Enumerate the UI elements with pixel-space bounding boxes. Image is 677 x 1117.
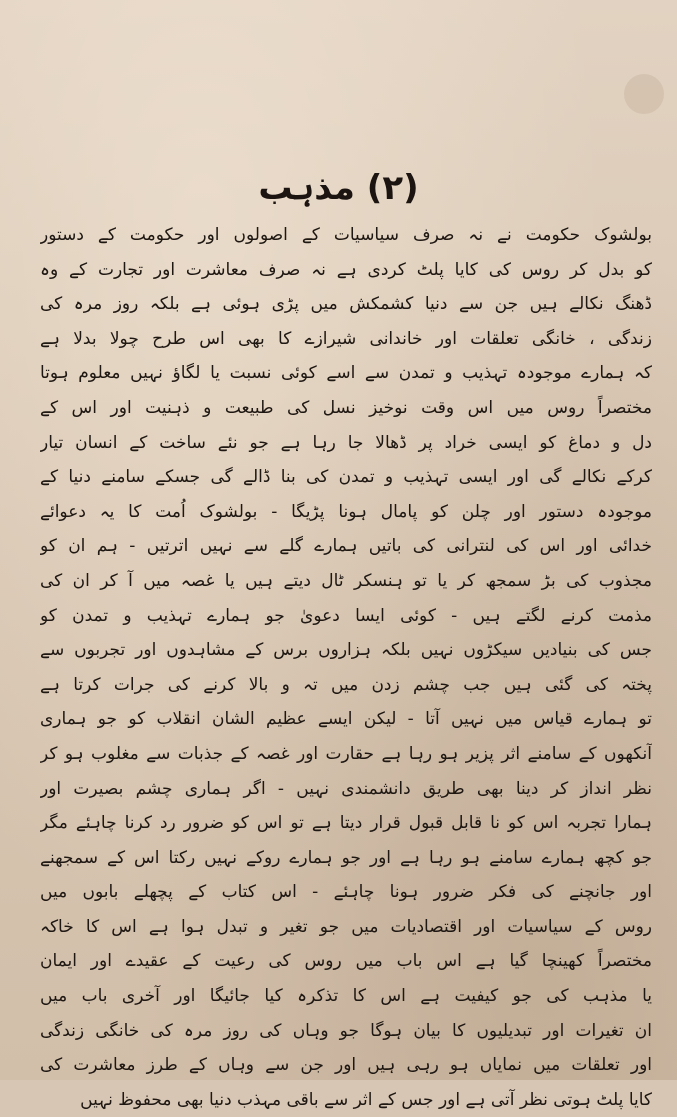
text-line: آنکھوں کے سامنے اثر پزیر ہو رہا ہے حقارت اور غصہ کے جذبات سے مغلوب ہو کر — [40, 743, 652, 764]
text-line: موجودہ دستور اور چلن کو پامال ہونا پڑیگا - بولشوک اُمت کا یہ دعوائے — [40, 501, 652, 522]
text-line: مذمت کرنے لگتے ہیں - کوئی ایسا دعویٰ جو ہمارے تہذیب و تمدن کو — [40, 605, 652, 626]
text-line: ان تغیرات اور تبدیلیوں کا بیان ہوگا جو وہاں کی روز مرہ کی خانگی زندگی — [40, 1020, 652, 1041]
text-line: اور جانچنے کی فکر ضرور ہونا چاہئے - اس کتاب کے پچھلے بابوں میں — [40, 882, 652, 903]
text-line: کایا پلٹ ہوتی نظر آتی ہے اور جس کے اثر سے باقی مہذب دنیا بھی محفوظ نہیں — [80, 1089, 652, 1110]
text-line: بولشوک حکومت نے نہ صرف سیاسیات کے اصولوں اور حکومت کے دستور — [40, 225, 652, 245]
text-line: پختہ کی گئی ہیں جب چشم زدن میں تہ و بالا کرنے کی جرات کرتا ہے — [40, 674, 652, 695]
text-line: کہ ہمارے موجودہ تہذیب و تمدن سے اسے کوئی نسبت یا لگاؤ نہیں معلوم ہوتا — [40, 363, 652, 384]
text-line: مختصراً کھینچا گیا ہے اس باب میں روس کی رعیت کے عقیدے اور ایمان — [40, 951, 652, 972]
text-line: زندگی ، خانگی تعلقات اور خاندانی شیرازے کا بھی اس طرح چولا بدلا ہے — [40, 328, 652, 349]
text-line: جو کچھ ہمارے سامنے ہو رہا ہے اور جو ہمارے روکے نہیں رکتا اس کے سمجھنے — [40, 847, 652, 868]
text-line: دل و دماغ کو ایسی خراد پر ڈھالا جا رہا ہے جو نئے ساخت کے انسان تیار — [40, 432, 652, 453]
text-line: مختصراً روس میں اس وقت نوخیز نسل کی طبیعت و ذہنیت اور اس کے — [40, 397, 652, 418]
text-line: مجذوب کی بڑ سمجھ کر یا تو ہنسکر ٹال دیتے ہیں یا غصہ میں آ کر ان کی — [40, 570, 652, 591]
text-line: اور تعلقات میں نمایاں ہو رہی ہیں اور جن سے وہاں کے طرز معاشرت کی — [40, 1055, 652, 1076]
text-line: روس کے سیاسیات اور اقتصادیات میں جو تغیر و تبدل ہوا ہے اس کا خاکہ — [40, 916, 652, 937]
page-corner-mark — [624, 74, 664, 114]
text-line: نظر انداز کر دینا بھی طریق دانشمندی نہیں - اگر ہماری چشم بصیرت اور — [40, 778, 652, 799]
text-line: تو ہمارے قیاس میں نہیں آتا - لیکن ایسے عظیم الشان انقلاب کو جو ہماری — [40, 709, 652, 730]
text-line: ہمارا تجربہ اس کو نا قابل قبول قرار دیتا ہے تو اس کو ضرور رد کرنا چاہئے مگر — [40, 813, 652, 834]
body-text — [40, 218, 652, 1117]
text-line: یا مذہب کی جو کیفیت ہے اس کا تذکرہ کیا جائیگا اور آخری باب میں — [40, 986, 652, 1007]
text-line: ڈھنگ نکالے ہیں جن سے دنیا کشمکش میں پڑی ہوئی ہے بلکہ روز مرہ کی — [40, 294, 652, 315]
text-line: خدائی اور اس کی لنترانی کی باتیں ہمارے گلے سے نہیں اترتیں - ہم ان کو — [40, 536, 652, 557]
text-line: جس کی بنیادیں سیکڑوں نہیں بلکہ ہزاروں برس کے مشاہدوں اور تجربوں سے — [40, 640, 652, 661]
text-line: کرکے نکالے گی اور ایسی تہذیب و تمدن کی بنا ڈالے گی جسکے سامنے دنیا کے — [40, 467, 652, 488]
text-line: کو بدل کر روس کی کایا پلٹ کردی ہے نہ صرف معاشرت اور تجارت کے وہ — [40, 259, 652, 280]
chapter-title: (۲) مذہب — [258, 168, 419, 208]
